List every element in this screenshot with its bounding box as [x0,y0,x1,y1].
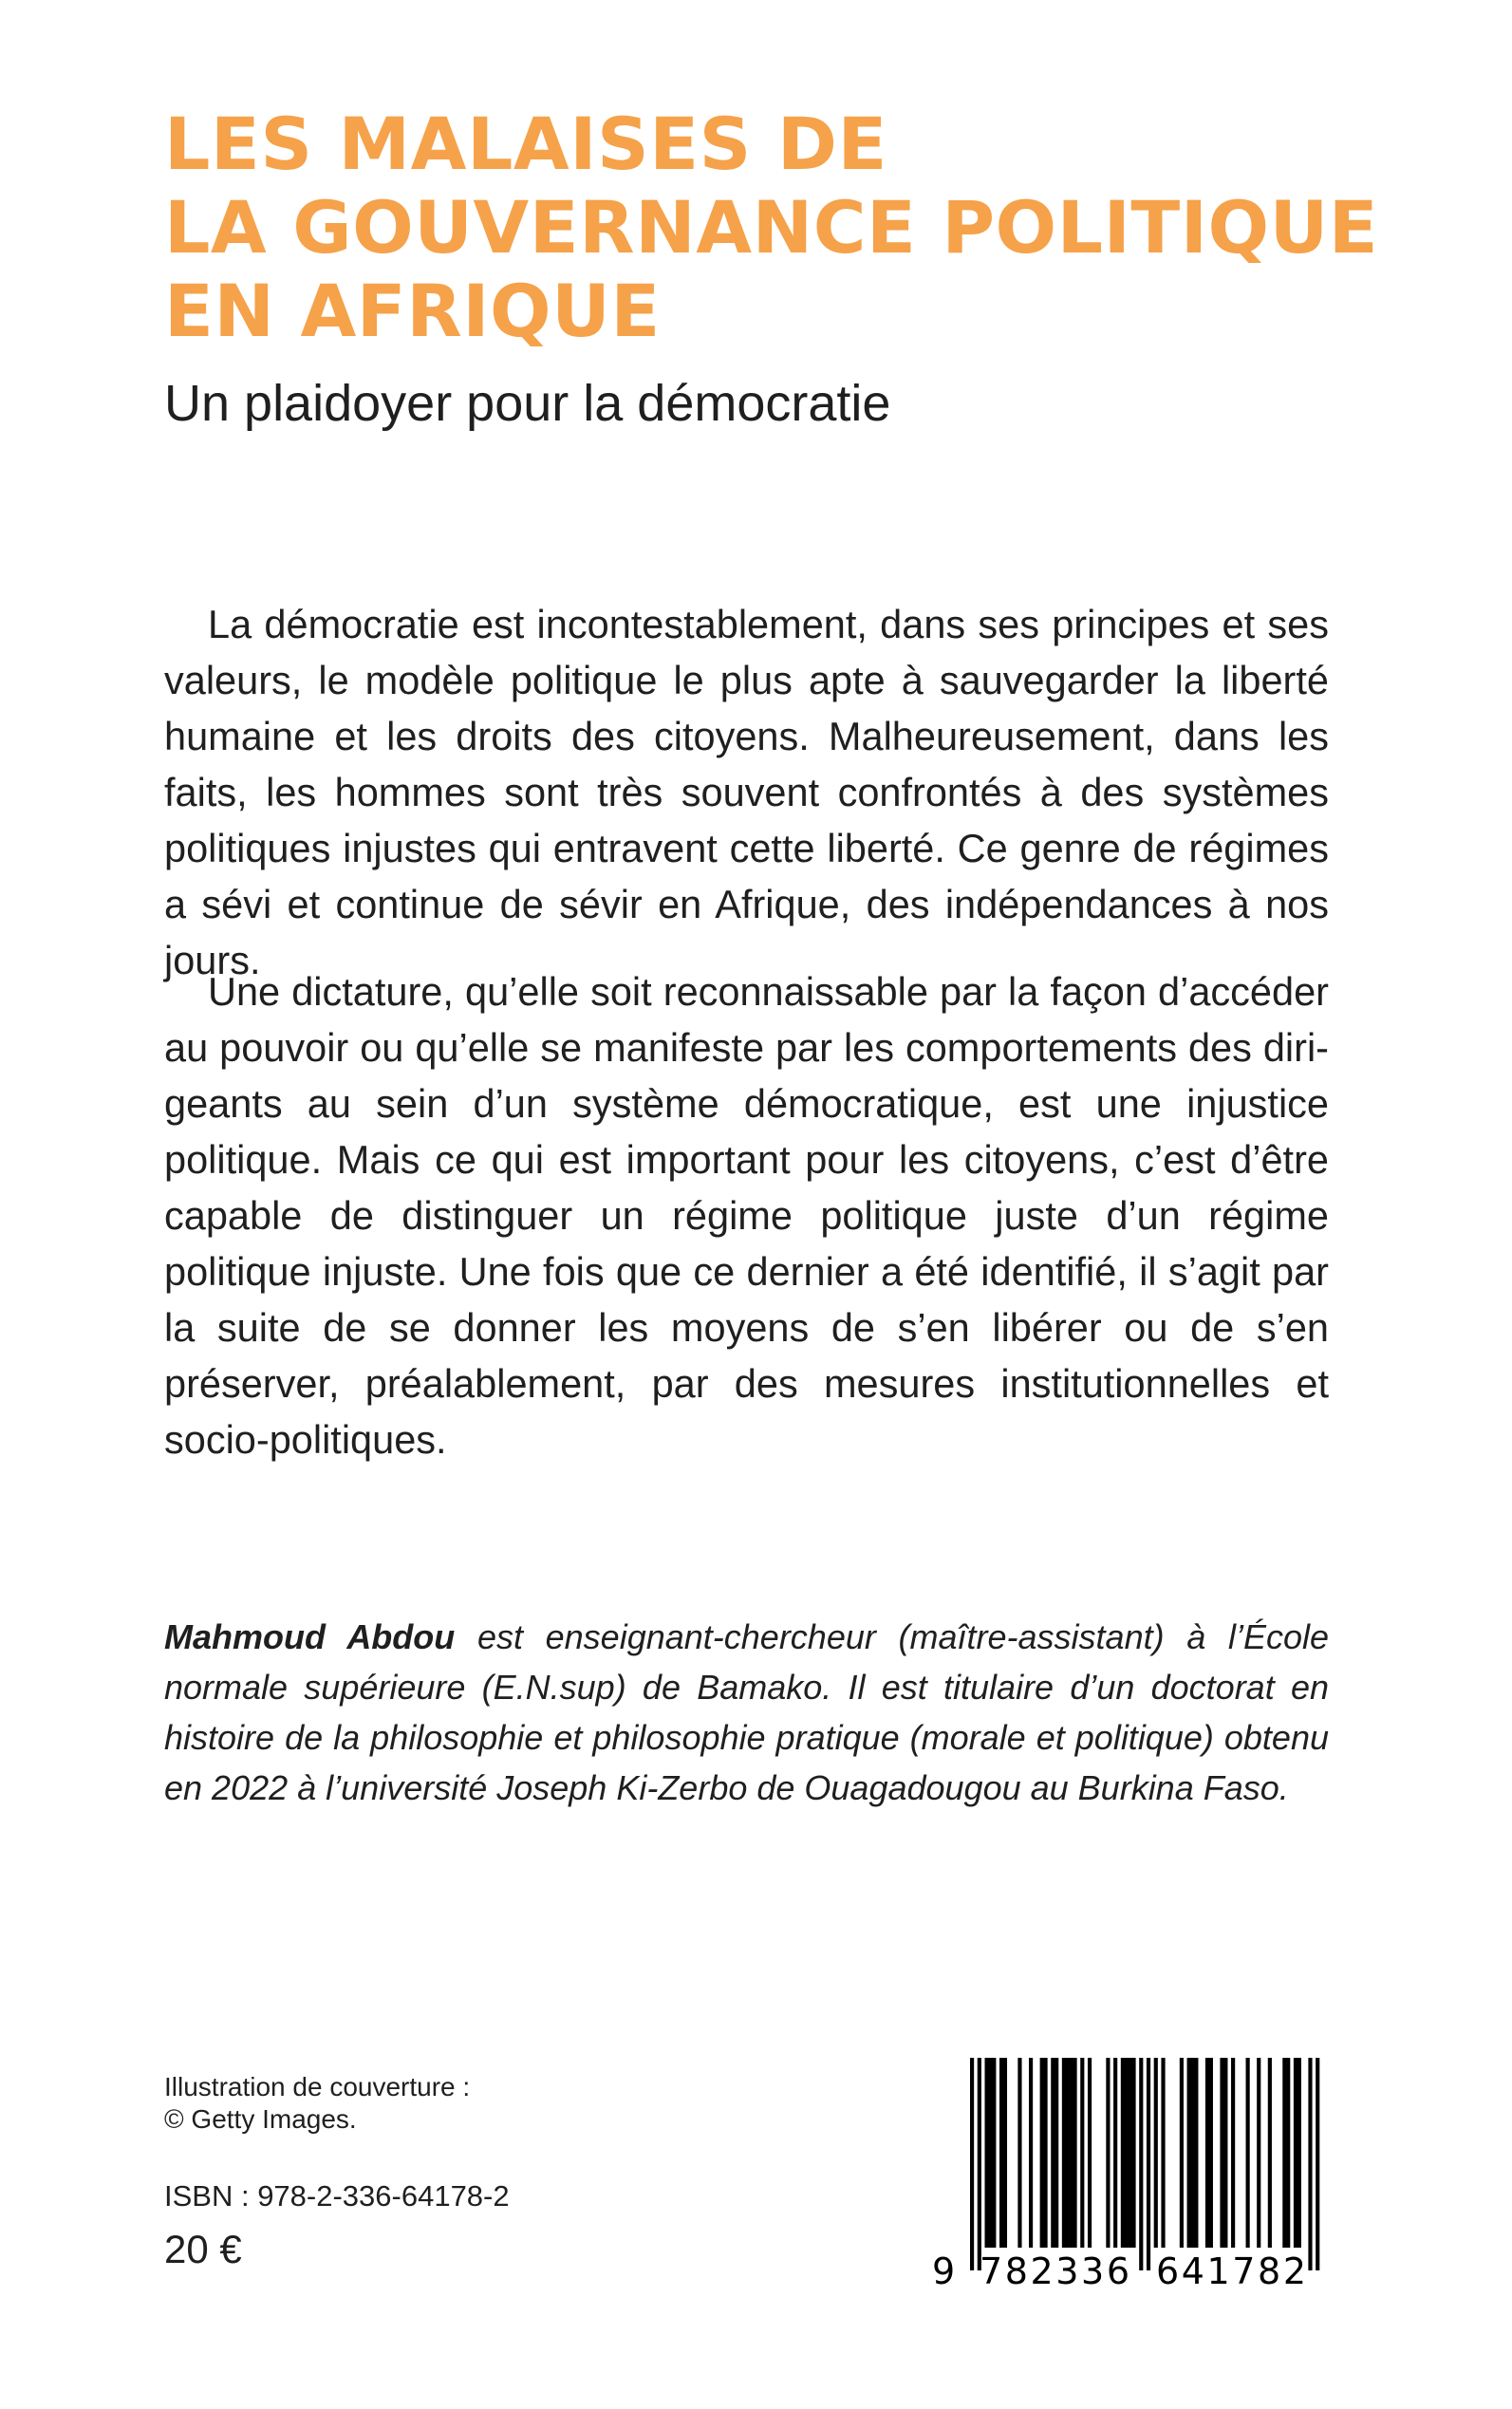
author-bio-text: est enseignant-chercheur (maître-assistant) à l’École normale supérieure (E.N.sup) de Bamako. Il est titulaire d’un doctorat en histoire de la philosophie et philosophie pratique (morale et politique) obtenu en 2022 à l’université Joseph Ki-Zerbo de Ouagadougou au Burkina Faso. [164,1617,1329,1807]
barcode-first-digit: 9 [932,2250,956,2290]
barcode-bar [1125,2058,1129,2248]
barcode-bar [1282,2058,1286,2248]
barcode-bar [1246,2058,1250,2248]
barcode-bar [1268,2058,1272,2248]
barcode-bar [1194,2058,1198,2248]
title-line-1: LES MALAISES DE [164,102,887,186]
barcode-bar [1062,2058,1066,2248]
barcode-guard-bar [970,2058,974,2270]
author-name: Mahmoud Abdou [164,1617,456,1656]
barcode-guard-bar [1147,2058,1150,2270]
barcode-bar [1017,2058,1021,2248]
barcode-bars [970,2058,1319,2270]
barcode-bar [1129,2058,1132,2248]
barcode-guard-bar [1308,2058,1312,2270]
barcode-right-digits: 641782 [1156,2250,1306,2290]
illustration-credit-source: © Getty Images. [164,2104,357,2134]
barcode-bar [1029,2058,1033,2248]
barcode-bar [1180,2058,1184,2248]
illustration-credit-label: Illustration de couverture : [164,2072,471,2101]
barcode-bar [1231,2058,1235,2248]
barcode-bar [1297,2058,1301,2248]
barcode-bar [1223,2058,1227,2248]
book-title [164,102,1379,353]
barcode-bar [1190,2058,1194,2248]
barcode-bar [1257,2058,1260,2248]
price: 20 € [164,2227,242,2271]
barcode-bar [1106,2058,1110,2248]
barcode-bar [1187,2058,1191,2248]
barcode-bar [984,2058,988,2248]
barcode-left-digits: 782336 [980,2250,1129,2290]
isbn-number: ISBN : 978-2-336-64178-2 [164,2179,510,2213]
barcode-bar [1220,2058,1223,2248]
barcode-bar [1121,2058,1125,2248]
title-line-2: LA GOUVERNANCE POLITIQUE [164,185,1379,270]
barcode-bar [1066,2058,1070,2248]
barcode-bar [1161,2058,1165,2248]
book-subtitle: Un plaidoyer pour la démocratie [164,375,891,432]
barcode-bar [1043,2058,1047,2248]
barcode-bar [1051,2058,1055,2248]
barcode-bar [1080,2058,1084,2248]
barcode-bar [1055,2058,1058,2248]
title-line-3: EN AFRIQUE [164,269,661,353]
barcode-bar [1040,2058,1044,2248]
barcode-bar [1205,2058,1209,2248]
barcode-bar [1088,2058,1092,2248]
barcode-bar [1131,2058,1135,2248]
barcode [930,2058,1329,2290]
barcode-guard-bar [1139,2058,1143,2270]
barcode-bar [1286,2058,1290,2248]
barcode-bar [999,2058,1003,2248]
barcode-bar [1070,2058,1073,2248]
barcode-bar [1073,2058,1076,2248]
barcode-bar [1003,2058,1007,2248]
barcode-bar [1113,2058,1117,2248]
summary-paragraph-1: La démocratie est incontestablement, dans ses principes et ses valeurs, le modèle politique le plus apte à sauvegarder la liberté humaine et les droits des citoyens. Malheureusement, dans les faits, les hommes sont très souvent confrontés à des systèmes politiques injustes qui entravent cette liberté. Ce genre de régimes a sévi et continue de sévir en Afrique, des indépendances à nos jours. [164,602,1329,982]
summary-paragraph-2: Une dictature, qu’elle soit reconnaissable par la façon d’accéder au pouvoir ou qu’elle se manifeste par les comportements des dirigeants au sein d’un système démocratique, est une injustice politique. Mais ce qui est important pour les citoyens, c’est d’être capable de distinguer un régime politique juste d’un régime politique injuste. Une fois que ce dernier a été identifié, il s’agit par la suite de se donner les moyens de s’en libérer ou de s’en préserver, préalablement, par des mesures institutionnelles et socio-politiques. [164,969,1329,1462]
barcode-bar [1154,2058,1158,2248]
barcode-bar [992,2058,996,2248]
author-bio [164,1612,1329,1813]
barcode-guard-bar [978,2058,981,2270]
barcode-bar [1294,2058,1297,2248]
barcode-bar [1209,2058,1213,2248]
barcode-guard-bar [1316,2058,1319,2270]
barcode-bar [988,2058,992,2248]
